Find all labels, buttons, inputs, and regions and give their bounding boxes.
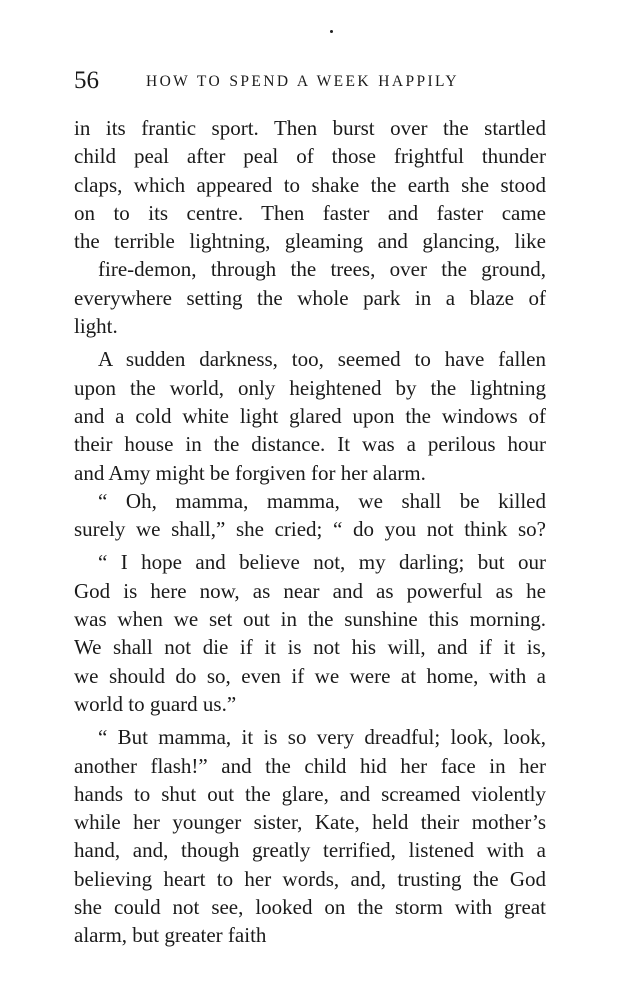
text-line: believing heart to her words, and, trusting the God bbox=[74, 866, 546, 891]
text-line: child peal after peal of those frightful thunder bbox=[74, 144, 546, 169]
text-line: hands to shut out the glare, and screamed violently bbox=[74, 781, 546, 806]
text-line: and Amy might be forgiven for her alarm. bbox=[74, 460, 426, 485]
text-line: A sudden darkness, too, seemed to have fallen bbox=[98, 347, 546, 372]
text-line: was when we set out in the sunshine this morning. bbox=[74, 607, 546, 632]
text-line: their house in the distance. It was a perilous hour bbox=[74, 432, 546, 457]
text-line: upon the world, only heightened by the lightning bbox=[74, 375, 546, 400]
ink-speck bbox=[330, 30, 333, 33]
text-line: while her younger sister, Kate, held their mother’s bbox=[74, 810, 546, 835]
text-line: “ Oh, mamma, mamma, we shall be killed bbox=[98, 488, 546, 513]
page-number: 56 bbox=[74, 67, 99, 94]
text-line: We shall not die if it is not his will, and if it is, bbox=[74, 635, 546, 660]
running-head bbox=[74, 66, 554, 96]
text-line: she could not see, looked on the storm with great bbox=[74, 895, 546, 920]
body-text bbox=[74, 114, 546, 950]
text-line: claps, which appeared to shake the earth she stood bbox=[74, 172, 546, 197]
text-line: alarm, but greater faith bbox=[74, 923, 267, 948]
text-line: world to guard us.” bbox=[74, 691, 237, 716]
text-line: surely we shall,” she cried; “ do you not think so? bbox=[74, 517, 546, 542]
text-line: another flash!” and the child hid her face in her bbox=[74, 753, 546, 778]
text-line: we should do so, even if we were at home, with a bbox=[74, 663, 546, 688]
text-line: “ But mamma, it is so very dreadful; look, look, bbox=[98, 725, 546, 750]
text-line: hand, and, though greatly terrified, listened with a bbox=[74, 838, 546, 863]
text-line: light. bbox=[74, 314, 118, 339]
text-line: fire-demon, through the trees, over the ground, bbox=[98, 257, 546, 282]
text-line: “ I hope and believe not, my darling; but our bbox=[98, 550, 546, 575]
text-line: God is here now, as near and as powerful as he bbox=[74, 578, 546, 603]
text-line: and a cold white light glared upon the windows of bbox=[74, 403, 546, 428]
text-line: on to its centre. Then faster and faster came bbox=[74, 200, 546, 225]
text-line: in its frantic sport. Then burst over the startled bbox=[74, 116, 546, 140]
text-line: everywhere setting the whole park in a blaze of bbox=[74, 285, 546, 310]
text-line: the terrible lightning, gleaming and glancing, like bbox=[74, 229, 546, 254]
running-title: HOW TO SPEND A WEEK HAPPILY bbox=[146, 73, 459, 90]
